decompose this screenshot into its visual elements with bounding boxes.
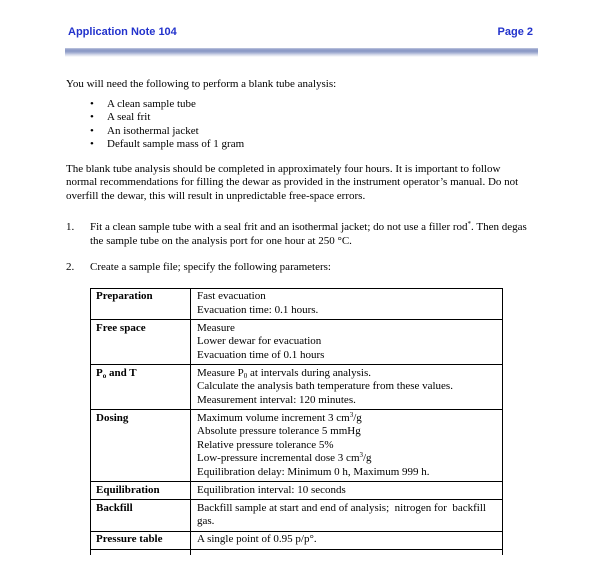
list-item	[90, 125, 544, 139]
step-item	[66, 261, 544, 275]
table-border-stub	[90, 550, 91, 555]
text-line: The blank tube analysis should be completed in approximately four hours. It is important to follow	[66, 162, 501, 175]
text-line: Fit a clean sample tube with a seal frit and an isothermal jacket; do not use a filler rod*. Then degas	[90, 220, 527, 233]
step-item	[66, 221, 544, 248]
row-value-cell	[191, 320, 502, 364]
page-number: Page 2	[497, 26, 533, 38]
bullet-marker: •	[90, 124, 94, 137]
row-label-cell: Dosing	[91, 410, 191, 481]
table-row	[91, 289, 502, 321]
text-line: Measure	[197, 321, 235, 334]
text-line: Create a sample file; specify the following parameters:	[90, 261, 331, 273]
text-line: Relative pressure tolerance 5%	[197, 438, 334, 451]
step-text	[90, 221, 544, 248]
intro-paragraph: You will need the following to perform a blank tube analysis:	[66, 78, 337, 90]
text-line: Absolute pressure tolerance 5 mmHg	[197, 425, 361, 437]
row-label-cell: Pressure table	[91, 532, 191, 549]
text-line: Fast evacuation	[197, 290, 266, 302]
text-line: Equilibration interval: 10 seconds	[197, 483, 346, 496]
row-value-cell	[191, 410, 502, 481]
row-label-cell: Equilibration	[91, 482, 191, 499]
table-continuation-stub	[90, 550, 503, 555]
text-line: Low-pressure incremental dose 3 $cm^3/g$	[197, 451, 372, 464]
row-value-cell	[191, 482, 502, 499]
text-line: Backfill sample at start and end of analysis; nitrogen for backfill	[197, 501, 486, 514]
table-row	[91, 532, 502, 549]
text-line: normal recommendations for filling the dewar as provided in the instrument operator’s manual. Do not	[66, 176, 519, 188]
requirements-list	[90, 98, 544, 152]
parameters-table	[90, 288, 503, 550]
page-header	[68, 26, 533, 38]
row-value-cell	[191, 365, 502, 409]
table-row	[91, 365, 502, 410]
text-line: A single point of 0.95 p/p°.	[197, 533, 317, 545]
body-paragraph	[66, 163, 544, 204]
table-row	[91, 320, 502, 365]
header-title: Application Note 104	[68, 26, 177, 38]
row-label-cell: Backfill	[91, 500, 191, 531]
text-line: Equilibration delay: Minimum 0 h, Maximum 999 h.	[197, 465, 430, 478]
bullet-marker: •	[90, 97, 94, 110]
table-border-stub	[190, 550, 191, 555]
list-item-label: A clean sample tube	[107, 97, 196, 110]
header-rule	[65, 48, 538, 57]
row-value-cell	[191, 532, 502, 549]
text-line: gas.	[197, 515, 215, 527]
row-label-cell: $P_o$ and T	[91, 365, 191, 409]
list-item	[90, 111, 544, 125]
step-number: 1.	[66, 221, 75, 233]
table-border-stub	[502, 550, 503, 555]
text-line: the sample tube on the analysis port for one hour at 250 °C.	[90, 234, 352, 247]
page-content	[66, 78, 544, 555]
text-line: Calculate the analysis bath temperature from these values.	[197, 380, 453, 392]
list-item-label: A seal frit	[107, 111, 151, 123]
row-value-cell	[191, 500, 502, 531]
text-line: Measure $P_0$ at intervals during analysis.	[197, 366, 371, 380]
list-item-label: An isothermal jacket	[107, 124, 199, 137]
table-row	[91, 500, 502, 532]
table-row	[91, 410, 502, 482]
step-text	[90, 261, 544, 275]
bullet-marker: •	[90, 138, 94, 150]
list-item	[90, 138, 544, 152]
text-line: Evacuation time of 0.1 hours	[197, 348, 325, 361]
text-line: Maximum volume increment 3 $cm^3/g$	[197, 410, 362, 424]
bullet-marker: •	[90, 111, 94, 123]
list-item-label: Default sample mass of 1 gram	[107, 138, 245, 150]
text-line: overfill the dewar, this will result in unpredictable free-space errors.	[66, 189, 366, 202]
text-line: Evacuation time: 0.1 hours.	[197, 303, 319, 316]
steps-list	[66, 221, 544, 275]
row-label-cell: Preparation	[91, 289, 191, 320]
row-value-cell	[191, 289, 502, 320]
step-number: 2.	[66, 261, 75, 273]
table-row	[91, 482, 502, 500]
text-line: Lower dewar for evacuation	[197, 335, 322, 347]
row-label-cell: Free space	[91, 320, 191, 364]
text-line: Measurement interval: 120 minutes.	[197, 393, 356, 406]
list-item	[90, 98, 544, 112]
